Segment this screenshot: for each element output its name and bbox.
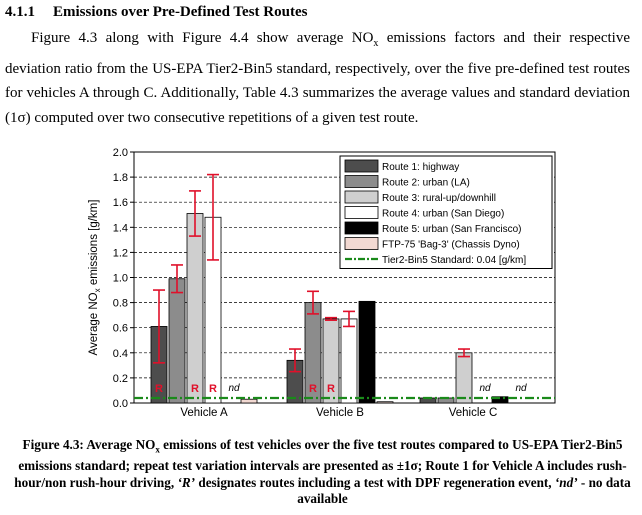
y-tick-label: 2.0: [112, 147, 128, 159]
y-tick-label: 1.8: [112, 172, 128, 185]
annotation-nd: nd: [228, 383, 240, 394]
bar: [241, 399, 257, 403]
y-tick-label: 0.6: [112, 322, 128, 335]
y-tick-label: 1.6: [112, 197, 128, 210]
legend-label: Route 3: rural-up/downhill: [382, 193, 496, 204]
y-tick-label: 1.0: [112, 272, 128, 285]
y-tick-label: 0.0: [112, 398, 128, 410]
legend-label: Tier2-Bin5 Standard: 0.04 [g/km]: [382, 255, 527, 266]
bar: [169, 279, 185, 403]
y-tick-label: 1.4: [112, 222, 128, 235]
x-category-label: Vehicle A: [180, 407, 228, 419]
bar: [187, 213, 203, 403]
para-subscript: x: [373, 38, 379, 49]
legend-swatch: [345, 222, 378, 234]
annotation-nd: nd: [515, 383, 527, 394]
caption-r-term: ‘R’: [177, 474, 196, 490]
para-text-1: Figure 4.3 along with Figure 4.4 show average NO: [31, 30, 374, 46]
annotation-nd: nd: [479, 383, 491, 394]
y-tick-label: 0.8: [112, 297, 128, 310]
legend-swatch: [345, 238, 378, 250]
annotation-r: R: [309, 383, 317, 395]
body-paragraph: [5, 26, 630, 130]
caption-nd-term: ‘nd’: [554, 474, 578, 490]
legend-swatch: [345, 191, 378, 203]
caption-text-2: emissions of test vehicles over the five test routes compared to US-EPA Tier2-Bin5 emissions standard; repeat test variation intervals are presented as ±1σ; Route 1 for Vehicle A includes rush-hour/non rush-hour driving,: [14, 437, 627, 490]
section-heading: [5, 4, 307, 21]
x-category-label: Vehicle B: [316, 407, 364, 419]
section-title: Emissions over Pre-Defined Test Routes: [53, 4, 308, 20]
legend-swatch: [345, 176, 378, 188]
legend-label: FTP-75 'Bag-3' (Chassis Dyno): [382, 239, 520, 251]
annotation-r: R: [327, 383, 335, 395]
y-tick-label: 0.4: [112, 347, 128, 360]
para-text-2: emissions factors and their respective deviation ratio from the US-EPA Tier2-Bin5 standard, respectively, over the five pre-defined test routes for vehicles A through C. Additionally, Table 4.3 summarizes the average values and standard deviation (1σ) computed over two consecutive repetitions of a given test route.: [5, 30, 630, 126]
annotation-r: R: [191, 383, 199, 395]
figure-chart: [80, 143, 560, 425]
y-tick-label: 0.2: [112, 372, 128, 385]
caption-text-4: - no data available: [297, 474, 631, 507]
caption-subscript: x: [155, 444, 160, 455]
caption-text-1: Figure 4.3: Average NO: [22, 437, 156, 452]
bar: [341, 319, 357, 403]
caption-text-3: designates routes including a test with DPF regeneration event,: [195, 474, 555, 490]
figure-caption: [10, 437, 635, 508]
legend-label: Route 1: highway: [382, 162, 460, 173]
legend-label: Route 4: urban (San Diego): [382, 208, 505, 220]
y-axis-label: Average $NO_x$ emissions [g/km]: [88, 199, 102, 356]
bar: [456, 353, 472, 403]
annotation-r: R: [155, 383, 163, 395]
y-tick-label: 1.2: [112, 247, 128, 260]
section-number: 4.1.1: [5, 4, 35, 20]
nox-bar-chart: [80, 143, 560, 425]
bar: [359, 301, 375, 403]
legend-label: Route 2: urban (LA): [382, 177, 470, 189]
legend-swatch: [345, 160, 378, 172]
bar: [377, 402, 393, 403]
legend-swatch: [345, 207, 378, 219]
annotation-r: R: [209, 383, 217, 395]
x-category-label: Vehicle C: [448, 407, 498, 419]
legend-label: Route 5: urban (San Francisco): [382, 224, 522, 235]
